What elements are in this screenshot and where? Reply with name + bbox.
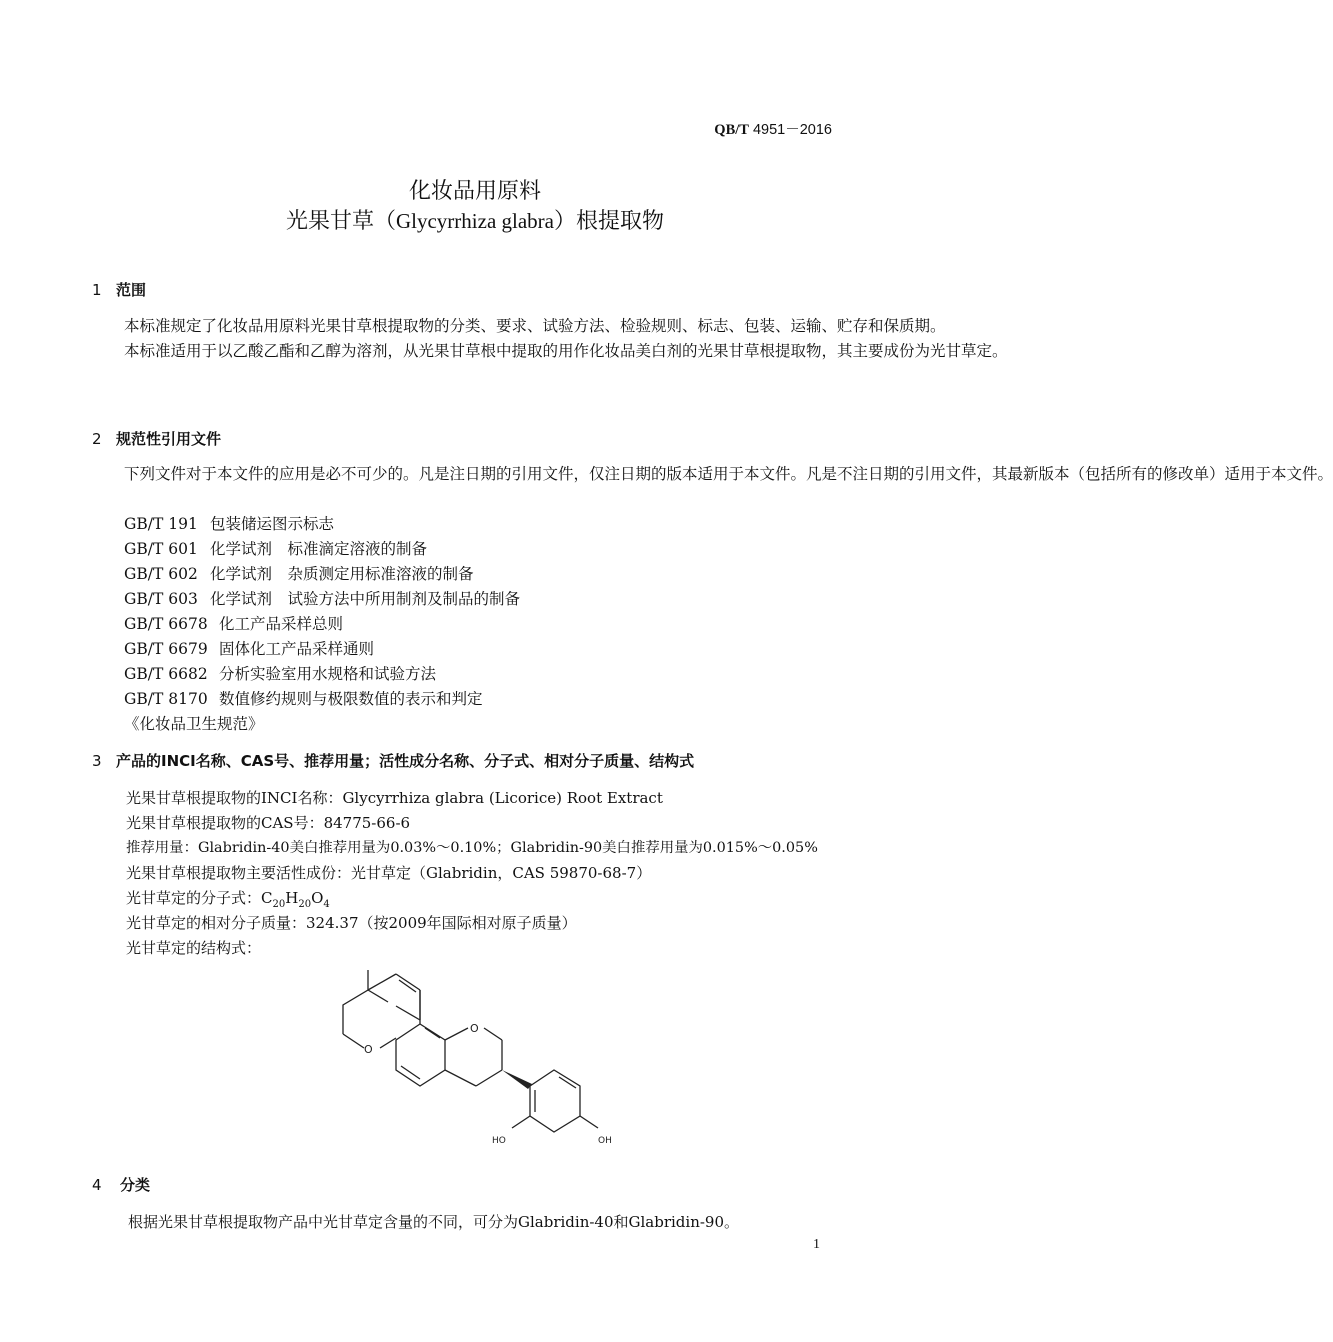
active-ingredient-line: 光果甘草根提取物主要活性成份：光甘草定（Glabridin，CAS 59870-68-7）	[126, 864, 652, 882]
title-line-2	[0, 204, 950, 235]
title-line-2-latin: Glycyrrhiza glabra	[395, 209, 554, 233]
reference-title: 化工产品采样总则	[219, 615, 344, 633]
reference-item	[124, 587, 520, 612]
bond-chroman-4	[476, 1070, 502, 1086]
section-3-heading	[92, 750, 694, 771]
bond-gem-dimethyl	[343, 970, 368, 1034]
molecular-mass-line: 光甘草定的相对分子质量：324.37（按2009年国际相对原子质量）	[126, 914, 577, 932]
formula-o: O	[311, 889, 324, 907]
section-1-body	[92, 314, 1008, 364]
section-4-title: 分类	[120, 1176, 151, 1194]
bond-pyran-o-left	[343, 1034, 364, 1048]
classification-text: 根据光果甘草根提取物产品中光甘草定含量的不同，可分为Glabridin-40和Glabridin-90。	[128, 1213, 740, 1231]
hydroxyl-label-right: OH	[598, 1136, 612, 1146]
standard-code-prefix: QB/T	[714, 122, 749, 138]
section-2-intro-text: 下列文件对于本文件的应用是必不可少的。凡是注日期的引用文件，仅注日期的版本适用于本文件。凡是不注日期的引用文件，其最新版本（包括所有的修改单）适用于本文件。	[124, 465, 1333, 483]
reference-code: GB/T 6678	[124, 615, 208, 633]
formula-c-count: 20	[272, 899, 286, 910]
reference-item	[124, 687, 483, 712]
bond-benzene-o	[380, 1038, 396, 1048]
bond-chroman-2	[484, 1028, 502, 1040]
molecular-formula-label: 光甘草定的分子式：	[126, 889, 262, 907]
benzene-ring-middle	[396, 1024, 445, 1086]
section-1-paragraph-2: 本标准适用于以乙酸乙酯和乙醇为溶剂，从光果甘草根中提取的用作化妆品美白剂的光果甘草根提取物，其主要成份为光甘草定。	[124, 342, 1008, 360]
bond-chroman-5	[445, 1070, 476, 1086]
title-line-2-post: ）根提取物	[554, 209, 665, 234]
formula-h: H	[285, 889, 299, 907]
inci-name-line: 光果甘草根提取物的INCI名称：Glycyrrhiza glabra (Licorice) Root Extract	[126, 789, 663, 807]
page-number: 1	[813, 1237, 820, 1252]
section-2-intro	[92, 462, 1333, 487]
bond-chroman-1	[445, 1028, 468, 1040]
hydroxyl-label-left: HO	[492, 1136, 506, 1146]
reference-item	[124, 612, 343, 637]
wedge-bond	[502, 1070, 532, 1089]
ring-oxygen-left: O	[364, 1043, 373, 1056]
reference-code: GB/T 601	[124, 540, 198, 558]
section-2-title: 规范性引用文件	[116, 430, 222, 448]
reference-item	[124, 637, 374, 662]
bond-benzene-inner-2	[425, 1028, 440, 1038]
reference-title: 包装储运图示标志	[210, 515, 335, 533]
section-2-number: 2	[92, 430, 102, 448]
section-1-title: 范围	[116, 281, 147, 299]
structure-label: 光甘草定的结构式：	[126, 939, 262, 957]
section-2-heading	[92, 428, 221, 449]
reference-title: 化学试剂 试验方法中所用制剂及制品的制备	[210, 590, 521, 608]
bond-pyran-2	[396, 974, 420, 990]
title-line-2-pre: 光果甘草（	[285, 209, 396, 234]
reference-title: 化学试剂 标准滴定溶液的制备	[210, 540, 428, 558]
title-line-1: 化妆品用原料	[408, 179, 541, 204]
reference-title: 分析实验室用水规格和试验方法	[219, 665, 437, 683]
reference-title: 化学试剂 杂质测定用标准溶液的制备	[210, 565, 474, 583]
reference-code: GB/T 6682	[124, 665, 208, 683]
reference-code: GB/T 603	[124, 590, 198, 608]
bond-pyran-1	[368, 974, 396, 990]
reference-item-hygiene: 《化妆品卫生规范》	[124, 715, 264, 733]
structure-bonds	[343, 970, 598, 1132]
reference-item	[124, 562, 474, 587]
reference-code: GB/T 191	[124, 515, 198, 533]
standard-code	[714, 118, 832, 139]
dosage-line: 推荐用量：Glabridin-40美白推荐用量为0.03%～0.10%；Glabridin-90美白推荐用量为0.015%～0.05%	[126, 840, 818, 856]
reference-item	[124, 537, 427, 562]
reference-title: 固体化工产品采样通则	[219, 640, 375, 658]
reference-code: GB/T 8170	[124, 690, 208, 708]
ring-oxygen-right: O	[470, 1022, 479, 1035]
reference-code: GB/T 602	[124, 565, 198, 583]
section-4-heading	[92, 1174, 150, 1195]
bond-methyl	[368, 990, 388, 1002]
standard-code-number: 4951－2016	[752, 122, 832, 138]
reference-item	[124, 512, 334, 537]
cas-number-line: 光果甘草根提取物的CAS号：84775-66-6	[126, 814, 411, 832]
reference-title: 数值修约规则与极限数值的表示和判定	[219, 690, 483, 708]
section-3-number: 3	[92, 752, 102, 770]
bond-ho	[512, 1116, 530, 1128]
reference-code: GB/T 6679	[124, 640, 208, 658]
formula-o-count: 4	[323, 899, 330, 910]
resorcinol-ring	[530, 1070, 580, 1132]
formula-c: C	[261, 889, 273, 907]
section-3-title: 产品的INCI名称、CAS号、推荐用量；活性成分名称、分子式、相对分子质量、结构式	[116, 752, 695, 770]
section-1-heading	[92, 279, 146, 300]
formula-h-count: 20	[298, 899, 312, 910]
bond-benzene-1	[396, 1006, 420, 1020]
bond-benzene-inner-1	[401, 1066, 420, 1079]
reference-item	[124, 662, 436, 687]
glabridin-structure-diagram	[330, 962, 650, 1152]
bond-oh	[580, 1116, 598, 1128]
section-1-paragraph-1: 本标准规定了化妆品用原料光果甘草根提取物的分类、要求、试验方法、检验规则、标志、包装、运输、贮存和保质期。	[124, 317, 946, 335]
section-4-number: 4	[92, 1176, 102, 1194]
section-1-number: 1	[92, 281, 102, 299]
